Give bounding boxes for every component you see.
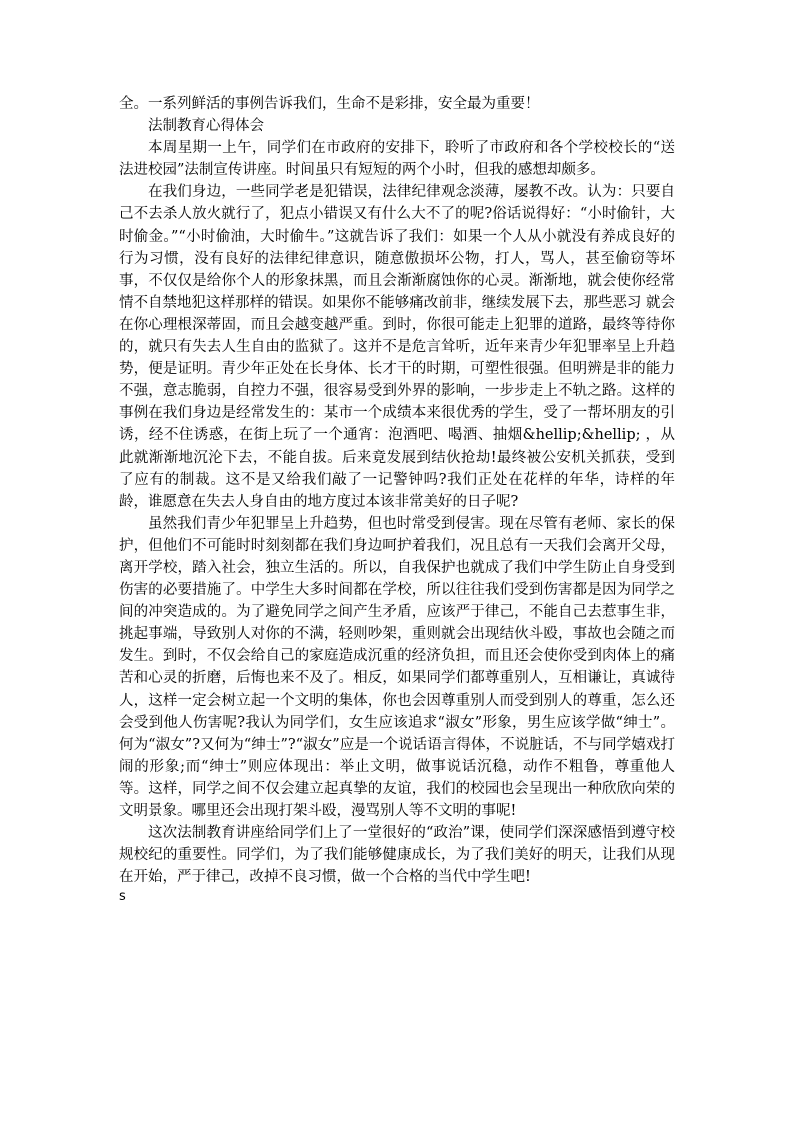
paragraph-conclusion: 这次法制教育讲座给同学们上了一堂很好的“政治”课，使同学们深深感悟到遵守校规校纪的重要性。同学们，为了我们能够健康成长，为了我们美好的明天，让我们从现在开始，严于律己，改掉不良习惯，做一个合格的当代中学生吧! xyxy=(119,825,675,886)
paragraph-bad-habits: 在我们身边，一些同学老是犯错误，法律纪律观念淡薄，屡教不改。认为：只要自己不去杀人放火就行了，犯点小错误又有什么大不了的呢?俗话说得好：“小时偷针，大时偷金。”“小时偷油，大时偷牛。”这就告诉了我们：如果一个人从小就没有养成良好的行为习惯，没有良好的法律纪律意识，随意傲损坏公物，打人，骂人，甚至偷窃等坏事，不仅仅是给你个人的形象抹黑，而且会渐渐腐蚀你的心灵。渐渐地，就会使你经常情不自禁地犯这样那样的错误。如果你不能够痛改前非，继续发展下去，那些恶习 就会在你心理根深蒂固，而且会越变越严重。到时，你很可能走上犯罪的道路，最终等待你的，就只有失去人生自由的监狱了。这并不是危言耸听，近年来青少年犯罪率呈上升趋势，便是证明。青少年正处在长身体、长才干的时期，可塑性很强。但明辨是非的能力不强，意志脆弱，自控力不强，很容易受到外界的影响，一步步走上不轨之路。这样的事例在我们身边是经常发生的：某市一个成绩本来很优秀的学生，受了一帮坏朋友的引诱，经不住诱惑，在街上玩了一个通宵：泡酒吧、喝酒、抽烟&hellip;&hellip; ，从此就渐渐地沉沦下去，不能自拔。后来竟发展到结伙抢劫!最终被公安机关抓获，受到了应有的制裁。这不是又给我们敲了一记警钟吗?我们正处在花样的年华，诗样的年龄，谁愿意在失去人身自由的地方度过本该非常美好的日子呢? xyxy=(119,184,675,510)
paragraph-intro: 本周星期一上午，同学们在市政府的安排下，聆听了市政府和各个学校校长的“送法进校园”法制宣传讲座。时间虽只有短短的两个小时，但我的感想却颇多。 xyxy=(119,140,675,179)
trailing-mark: s xyxy=(119,889,126,905)
paragraph-self-protection: 虽然我们青少年犯罪呈上升趋势，但也时常受到侵害。现在尽管有老师、家长的保护，但他们不可能时时刻刻都在我们身边呵护着我们，况且总有一天我们会离开父母，离开学校，踏入社会，独立生活的。所以，自我保护也就成了我们中学生防止自身受到伤害的必要措施了。中学生大多时间都在学校，所以往往我们受到伤害都是因为同学之间的冲突造成的。为了避免同学之间产生矛盾，应该严于律己，不能自己去惹事生非，挑起事端，导致别人对你的不满，轻则吵架，重则就会出现结伙斗殴，事故也会随之而发生。到时，不仅会给自己的家庭造成沉重的经济负担，而且还会使你受到肉体上的痛苦和心灵的折磨，后悔也来不及了。相反，如果同学们都尊重别人，互相谦让，真诚待人，这样一定会树立起一个文明的集体，你也会因尊重别人而受到别人的尊重，怎么还会受到他人伤害呢?我认为同学们，女生应该追求“淑女”形象，男生应该学做“绅士”。何为“淑女”?又何为“绅士”?“淑女”应是一个说话语言得体，不说脏话，不与同学嬉戏打闹的形象;而“绅士”则应体现出：举止文明，做事说话沉稳，动作不粗鲁，尊重他人等。这样，同学之间不仅会建立起真挚的友谊，我们的校园也会呈现出一种欣欣向荣的文明景象。哪里还会出现打架斗殴，漫骂别人等不文明的事呢! xyxy=(119,515,675,819)
opening-line: 全。一系列鲜活的事例告诉我们，生命不是彩排，安全最为重要！ xyxy=(119,96,540,112)
section-title: 法制教育心得体会 xyxy=(148,118,264,135)
document-page xyxy=(119,93,675,906)
